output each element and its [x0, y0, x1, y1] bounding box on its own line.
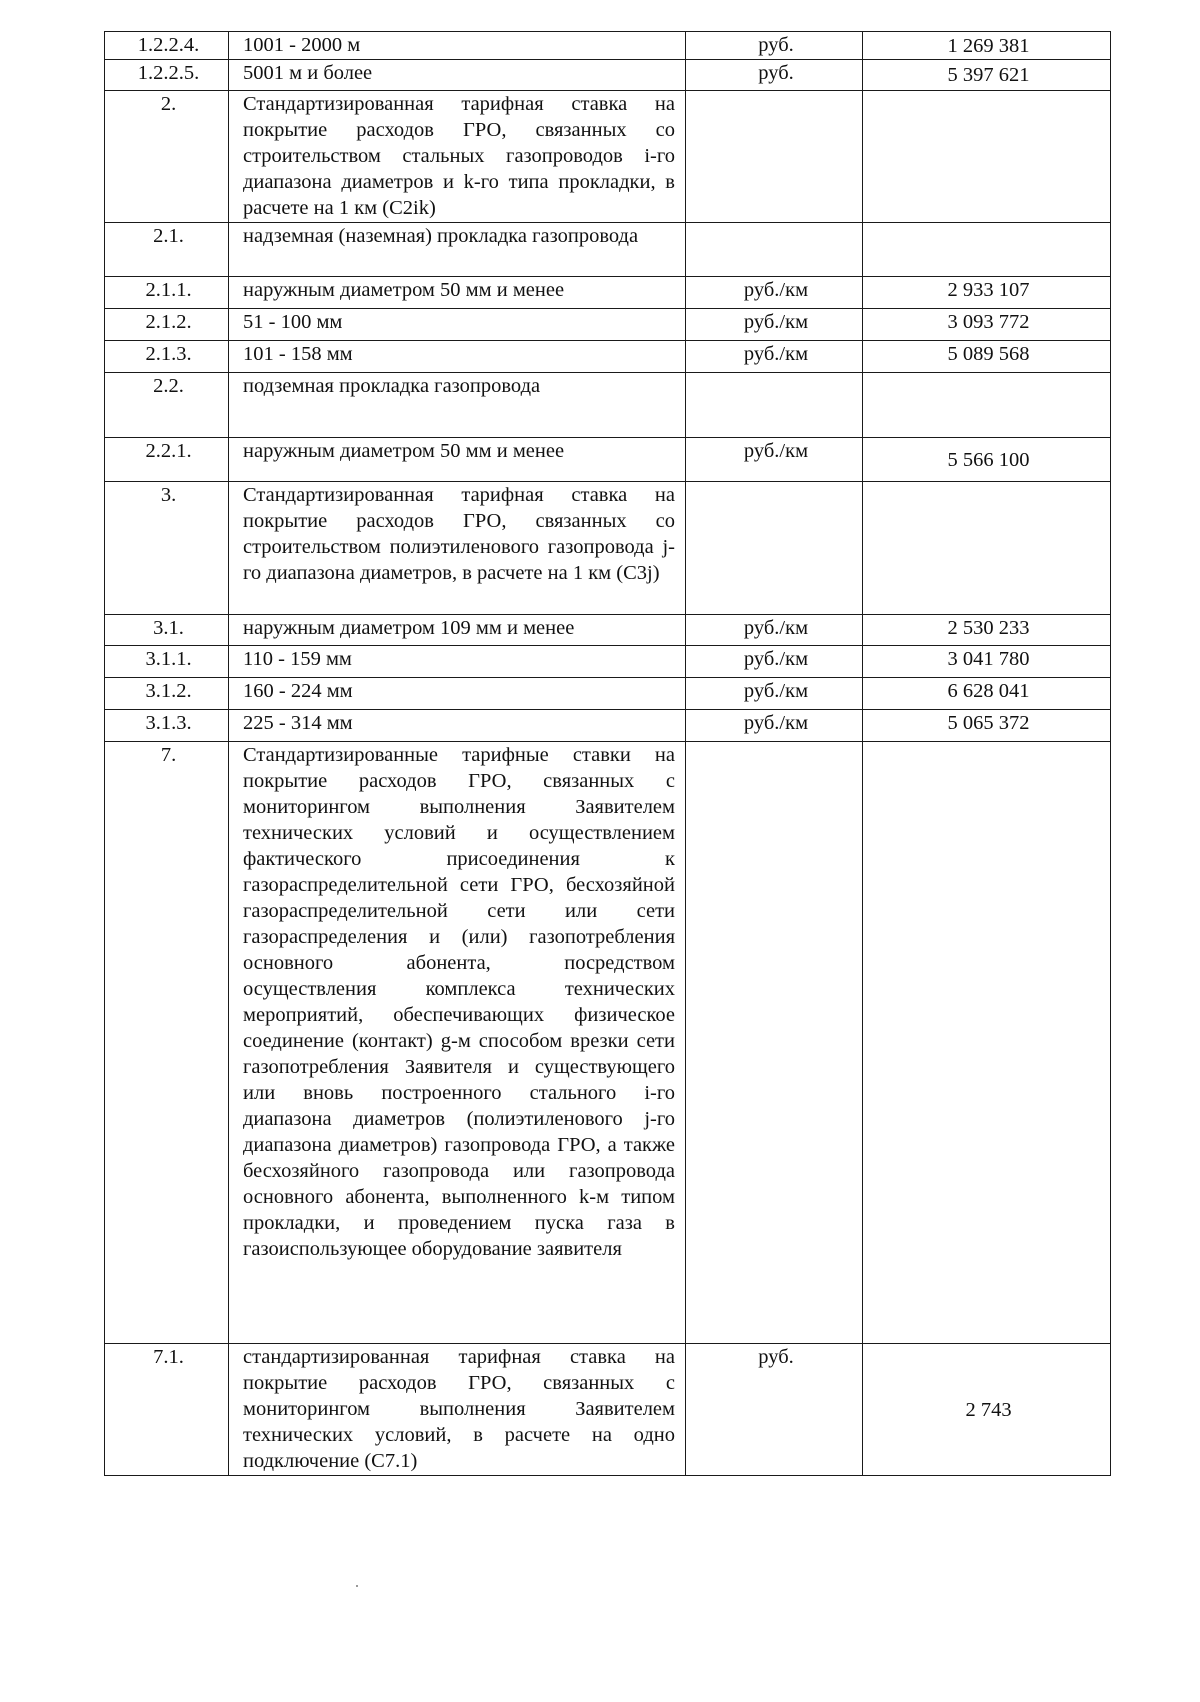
table-row — [105, 223, 1111, 277]
row-number: 7. — [105, 742, 229, 1344]
table-row — [105, 678, 1111, 710]
table-row — [105, 60, 1111, 91]
row-unit: руб./км — [686, 309, 863, 341]
row-description: Стандартизированные тарифные ставки на покрытие расходов ГРО, связанных с мониторингом выполнения Заявителем технических условий и осуществлением фактического присоединения к газораспределительной сети ГРО, бесхозяйной газораспределительной сети или сети газораспределения и (или) газопотребления основного абонента, посредством осуществления комплекса технических мероприятий, обеспечивающих физическое соединение (контакт) g-м способом врезки сети газопотребления Заявителя и существующего или вновь построенного стального i-го диапазона диаметров (полиэтиленового j-го диапазона диаметров) газопровода ГРО, а также бесхозяйного газопровода или газопровода основного абонента, выполненного k-м типом прокладки, и проведением пуска газа в газоиспользующее оборудование заявителя — [229, 742, 686, 1344]
table-row — [105, 277, 1111, 309]
row-description: надземная (наземная) прокладка газопровода — [229, 223, 686, 277]
scan-speck — [356, 1585, 358, 1587]
row-unit: руб. — [686, 1344, 863, 1476]
row-value: 1 269 381 — [863, 32, 1111, 60]
row-unit — [686, 373, 863, 438]
row-unit: руб. — [686, 60, 863, 91]
table-row — [105, 309, 1111, 341]
row-number: 2.1.2. — [105, 309, 229, 341]
row-value — [863, 223, 1111, 277]
row-unit: руб./км — [686, 646, 863, 678]
row-value: 2 530 233 — [863, 615, 1111, 646]
row-value: 2 743 — [863, 1344, 1111, 1476]
row-value: 5 566 100 — [863, 438, 1111, 482]
row-value: 3 093 772 — [863, 309, 1111, 341]
row-unit: руб./км — [686, 710, 863, 742]
row-number: 3.1.3. — [105, 710, 229, 742]
row-description: 110 - 159 мм — [229, 646, 686, 678]
table-row — [105, 1344, 1111, 1476]
row-number: 2. — [105, 91, 229, 223]
row-unit — [686, 91, 863, 223]
row-number: 7.1. — [105, 1344, 229, 1476]
row-value: 6 628 041 — [863, 678, 1111, 710]
row-description: 101 - 158 мм — [229, 341, 686, 373]
row-value: 5 089 568 — [863, 341, 1111, 373]
row-description: стандартизированная тарифная ставка на покрытие расходов ГРО, связанных с мониторингом выполнения Заявителем технических условий, в расчете на одно подключение (С7.1) — [229, 1344, 686, 1476]
table-row — [105, 646, 1111, 678]
row-unit: руб./км — [686, 341, 863, 373]
row-unit: руб./км — [686, 438, 863, 482]
tariff-table — [104, 31, 1111, 1476]
row-value: 2 933 107 — [863, 277, 1111, 309]
row-description: наружным диаметром 50 мм и менее — [229, 277, 686, 309]
row-number: 2.2.1. — [105, 438, 229, 482]
row-description: 225 - 314 мм — [229, 710, 686, 742]
row-unit: руб./км — [686, 615, 863, 646]
row-value — [863, 742, 1111, 1344]
row-value: 5 397 621 — [863, 60, 1111, 91]
row-description: наружным диаметром 109 мм и менее — [229, 615, 686, 646]
row-number: 3.1.2. — [105, 678, 229, 710]
table-row — [105, 482, 1111, 615]
row-description: 51 - 100 мм — [229, 309, 686, 341]
row-value: 3 041 780 — [863, 646, 1111, 678]
table-row — [105, 341, 1111, 373]
row-number: 2.1.1. — [105, 277, 229, 309]
row-description: подземная прокладка газопровода — [229, 373, 686, 438]
row-unit: руб./км — [686, 678, 863, 710]
row-number: 2.1. — [105, 223, 229, 277]
row-value — [863, 91, 1111, 223]
table-row — [105, 438, 1111, 482]
row-value — [863, 373, 1111, 438]
row-description: 1001 - 2000 м — [229, 32, 686, 60]
table-row — [105, 742, 1111, 1344]
row-value — [863, 482, 1111, 615]
row-unit: руб. — [686, 32, 863, 60]
row-description: Стандартизированная тарифная ставка на покрытие расходов ГРО, связанных со строительством полиэтиленового газопровода j-го диапазона диаметров, в расчете на 1 км (С3j) — [229, 482, 686, 615]
row-number: 2.1.3. — [105, 341, 229, 373]
table-row — [105, 710, 1111, 742]
row-description: наружным диаметром 50 мм и менее — [229, 438, 686, 482]
table-row — [105, 373, 1111, 438]
row-description: 5001 м и более — [229, 60, 686, 91]
row-number: 3.1.1. — [105, 646, 229, 678]
row-description: 160 - 224 мм — [229, 678, 686, 710]
table-row — [105, 91, 1111, 223]
row-number: 3. — [105, 482, 229, 615]
row-number: 1.2.2.5. — [105, 60, 229, 91]
row-value: 5 065 372 — [863, 710, 1111, 742]
table-row — [105, 32, 1111, 60]
row-unit — [686, 742, 863, 1344]
row-unit: руб./км — [686, 277, 863, 309]
row-unit — [686, 482, 863, 615]
row-unit — [686, 223, 863, 277]
row-description: Стандартизированная тарифная ставка на покрытие расходов ГРО, связанных со строительством стальных газопроводов i-го диапазона диаметров и k-го типа прокладки, в расчете на 1 км (С2ik) — [229, 91, 686, 223]
row-number: 1.2.2.4. — [105, 32, 229, 60]
row-number: 3.1. — [105, 615, 229, 646]
table-row — [105, 615, 1111, 646]
row-number: 2.2. — [105, 373, 229, 438]
